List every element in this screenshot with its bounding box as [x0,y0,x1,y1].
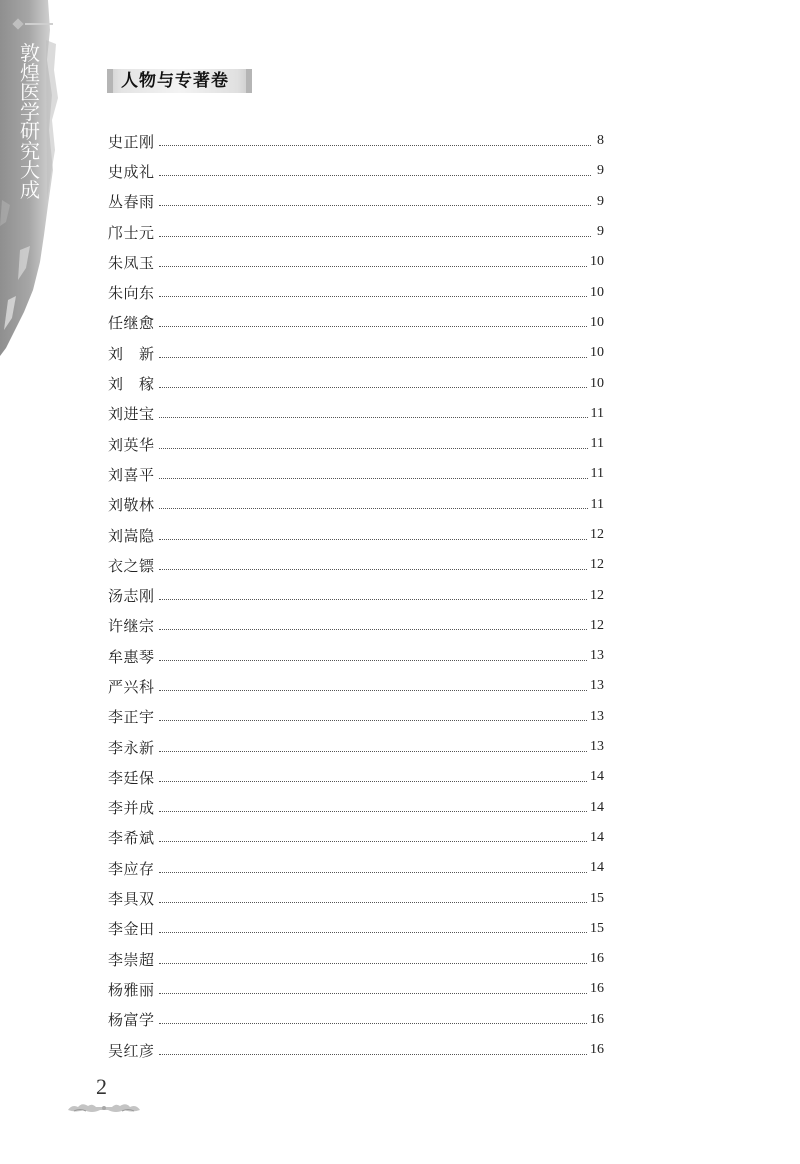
running-title-char: 学 [20,99,40,124]
toc-entry[interactable] [108,126,604,156]
section-header [107,67,252,95]
toc-leader-dots [159,1054,587,1055]
page-number: 2 [96,1074,107,1099]
toc-entry-name: 李应存 [108,859,155,878]
toc-entry-page: 12 [590,557,604,573]
toc-entry-page: 10 [590,314,604,330]
toc-entry-name: 邝士元 [108,223,155,242]
toc-entry-page: 10 [590,284,604,300]
toc-leader-dots [159,508,588,509]
toc-entry-page: 11 [590,466,604,482]
toc-leader-dots [159,145,591,146]
toc-leader-dots [159,932,587,933]
toc-leader-dots [159,751,587,752]
toc-entry[interactable] [108,277,604,307]
toc-entry-page: 14 [590,799,604,815]
running-title-char: 研 [20,119,40,143]
toc-entry-name: 李正宇 [108,708,155,727]
toc-entry[interactable] [108,914,604,944]
running-title-char: 大 [20,158,40,182]
toc-leader-dots [159,448,588,449]
toc-entry-name: 汤志刚 [108,587,155,606]
toc-entry[interactable] [108,702,604,732]
toc-entry-name: 李并成 [108,799,155,818]
toc-entry-page: 11 [590,405,604,421]
toc-leader-dots [159,660,587,661]
toc-leader-dots [159,599,587,600]
toc-entry[interactable] [108,368,604,398]
toc-leader-dots [159,872,587,873]
toc-entry-page: 15 [590,890,604,906]
cloud-ornament-icon [66,1098,142,1116]
toc-entry[interactable] [108,308,604,338]
toc-entry[interactable] [108,671,604,701]
toc-entry[interactable] [108,459,604,489]
toc-entry-name: 史正刚 [108,132,155,151]
toc-entry-name: 李具双 [108,890,155,909]
toc-entry[interactable] [108,944,604,974]
toc-entry-name: 朱凤玉 [108,253,155,272]
toc-entry-name: 杨雅丽 [108,980,155,999]
toc-entry[interactable] [108,429,604,459]
toc-entry-page: 12 [590,527,604,542]
toc-entry[interactable] [108,1035,604,1065]
toc-entry-page: 10 [590,254,604,270]
toc-leader-dots [159,1023,587,1024]
toc-entry-page: 13 [590,708,604,724]
toc-entry[interactable] [108,217,604,247]
toc-leader-dots [159,478,588,479]
toc-entry-name: 杨富学 [108,1011,155,1030]
toc-entry-name: 刘 稼 [108,375,155,394]
toc-entry-page: 10 [590,375,604,391]
running-title-char: 究 [20,138,40,163]
toc-leader-dots [159,326,587,327]
toc-leader-dots [159,296,587,297]
toc-entry-name: 任继愈 [108,314,155,333]
toc-leader-dots [159,993,587,994]
toc-leader-dots [159,266,587,267]
toc-leader-dots [159,417,588,418]
toc-entry[interactable] [108,399,604,429]
toc-entry-name: 刘英华 [108,435,155,454]
toc-entry-page: 13 [590,648,604,664]
toc-entry-page: 16 [590,1011,604,1027]
toc-entry-page: 11 [590,496,604,512]
table-of-contents [108,126,604,1065]
toc-entry-page: 16 [590,981,604,997]
toc-entry-name: 李廷保 [108,768,155,787]
toc-entry-page: 8 [597,133,604,149]
toc-entry-page: 9 [597,224,604,240]
section-title: 人物与专著卷 [121,71,229,91]
toc-entry[interactable] [108,641,604,671]
toc-entry-name: 朱向东 [108,284,155,303]
ornament-line [25,23,53,25]
toc-entry[interactable] [108,247,604,277]
toc-entry-page: 14 [590,829,604,845]
toc-leader-dots [159,841,587,842]
toc-leader-dots [159,629,587,630]
toc-entry[interactable] [108,1005,604,1035]
toc-entry-page: 13 [590,678,604,694]
toc-entry-page: 12 [590,617,604,633]
toc-entry-name: 刘 新 [108,344,155,363]
toc-entry[interactable] [108,580,604,610]
toc-entry[interactable] [108,974,604,1004]
toc-leader-dots [159,902,587,903]
toc-entry[interactable] [108,156,604,186]
toc-entry-page: 13 [590,739,604,755]
toc-entry[interactable] [108,550,604,580]
toc-entry[interactable] [108,338,604,368]
toc-entry[interactable] [108,762,604,792]
toc-entry[interactable] [108,520,604,550]
toc-entry[interactable] [108,611,604,641]
toc-entry-page: 9 [597,163,604,179]
toc-entry-name: 刘敬林 [108,496,155,515]
toc-entry-page: 16 [590,951,604,967]
running-title-char: 医 [20,80,40,104]
toc-leader-dots [159,781,587,782]
section-header-right-edge [246,69,252,93]
toc-entry[interactable] [108,187,604,217]
toc-leader-dots [159,236,591,237]
toc-leader-dots [159,690,587,691]
toc-entry-name: 李希斌 [108,829,155,848]
toc-entry[interactable] [108,732,604,762]
toc-entry-page: 16 [590,1042,604,1058]
toc-leader-dots [159,357,587,358]
toc-entry[interactable] [108,853,604,883]
toc-leader-dots [159,963,587,964]
toc-entry-page: 12 [590,587,604,603]
section-header-left-edge [107,69,113,93]
toc-entry-name: 刘进宝 [108,405,155,424]
toc-entry-page: 14 [590,860,604,876]
toc-entry-page: 15 [590,920,604,936]
running-title-char: 成 [20,177,40,202]
toc-entry-name: 吴红彦 [108,1041,155,1060]
toc-entry-name: 李崇超 [108,950,155,969]
toc-entry-name: 严兴科 [108,677,155,696]
toc-leader-dots [159,569,587,570]
toc-leader-dots [159,205,591,206]
toc-entry-page: 11 [590,436,604,452]
toc-leader-dots [159,811,587,812]
toc-leader-dots [159,175,591,176]
running-title-char: 敦 [20,41,40,65]
toc-entry-page: 9 [597,193,604,209]
toc-entry-page: 10 [590,345,604,361]
toc-entry-name: 李永新 [108,738,155,757]
toc-entry-name: 李金田 [108,920,155,939]
running-title-char: 煌 [20,60,40,85]
toc-entry-name: 史成礼 [108,162,155,181]
toc-entry[interactable] [108,883,604,913]
toc-entry-name: 丛春雨 [108,193,155,212]
toc-leader-dots [159,539,587,540]
toc-entry[interactable] [108,793,604,823]
toc-entry-page: 14 [590,769,604,785]
toc-entry[interactable] [108,490,604,520]
toc-entry-name: 刘嵩隐 [108,526,155,545]
running-book-title [18,41,42,202]
toc-leader-dots [159,387,587,388]
toc-entry-name: 刘喜平 [108,465,155,484]
toc-entry-name: 衣之镖 [108,556,155,575]
toc-entry-name: 牟惠琴 [108,647,155,666]
toc-entry[interactable] [108,823,604,853]
toc-leader-dots [159,720,587,721]
toc-entry-name: 许继宗 [108,617,155,636]
